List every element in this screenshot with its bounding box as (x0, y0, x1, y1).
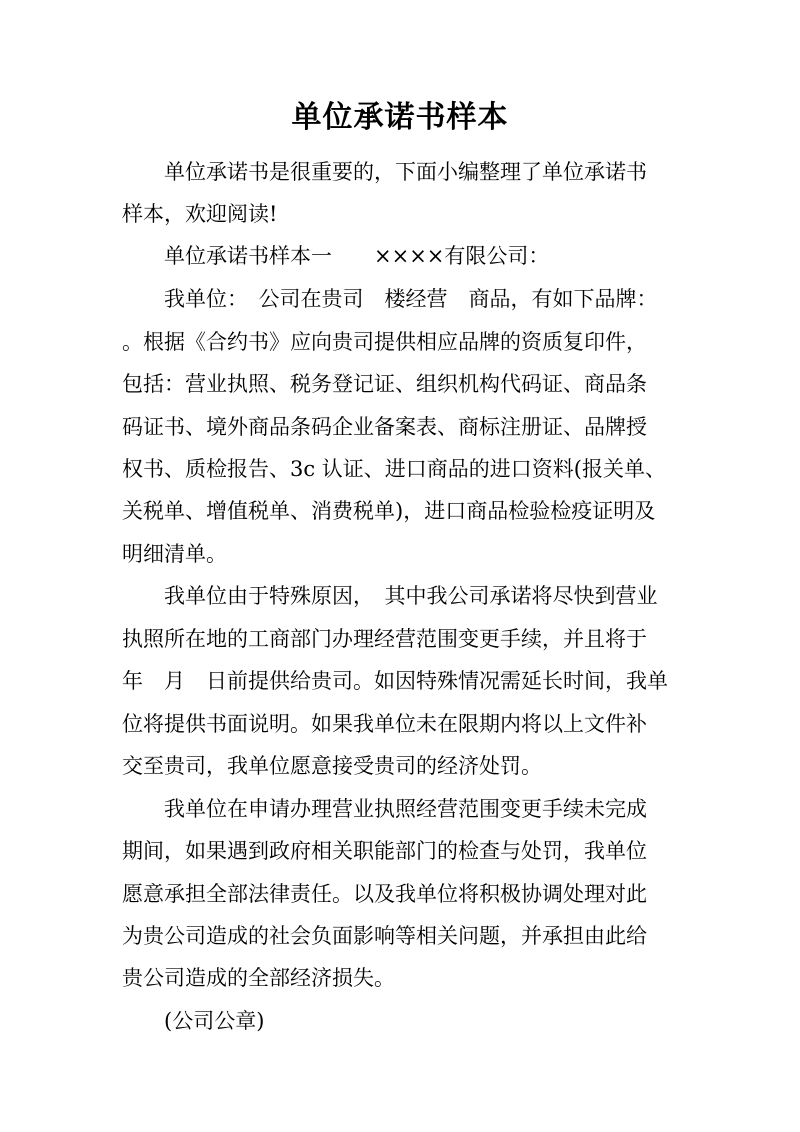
paragraph-line: 单位承诺书样本一 ××××有限公司： (164, 244, 550, 268)
paragraph-line: 交至贵司，我单位愿意接受贵司的经济处罚。 (122, 754, 542, 778)
paragraph-line: 包括：营业执照、税务登记证、组织机构代码证、商品条 (122, 372, 647, 396)
paragraph-line: 我单位在申请办理营业执照经营范围变更手续未完成 (164, 797, 647, 821)
company-seal-line: (公司公章) (164, 1009, 265, 1033)
paragraph-line: 我单位： 公司在贵司 楼经营 商品，有如下品牌： (164, 287, 658, 311)
paragraph-line: 码证书、境外商品条码企业备案表、商标注册证、品牌授 (122, 415, 647, 439)
paragraph-line: 贵公司造成的全部经济损失。 (122, 966, 395, 990)
paragraph-line: 年 月 日前提供给贵司。如因特殊情况需延长时间，我单 (122, 669, 668, 693)
paragraph-line: 样本，欢迎阅读! (122, 202, 278, 226)
paragraph-line: 执照所在地的工商部门办理经营范围变更手续，并且将于 (122, 627, 647, 651)
paragraph-line: 。根据《合约书》应向贵司提供相应品牌的资质复印件， (122, 330, 647, 354)
paragraph-line: 位将提供书面说明。如果我单位未在限期内将以上文件补 (122, 712, 647, 736)
paragraph-line: 关税单、增值税单、消费税单)，进口商品检验检疫证明及 (122, 499, 656, 523)
paragraph-line: 为贵公司造成的社会负面影响等相关问题，并承担由此给 (122, 924, 647, 948)
paragraph-line: 期间，如果遇到政府相关职能部门的检查与处罚，我单位 (122, 839, 647, 863)
document-title: 单位承诺书样本 (291, 100, 509, 135)
paragraph-line: 明细清单。 (122, 542, 227, 566)
paragraph-line: 单位承诺书是很重要的，下面小编整理了单位承诺书 (164, 160, 647, 184)
paragraph-line: 权书、质检报告、3c 认证、进口商品的进口资料(报关单、 (122, 457, 666, 481)
paragraph-line: 愿意承担全部法律责任。以及我单位将积极协调处理对此 (122, 882, 647, 906)
paragraph-line: 我单位由于特殊原因， 其中我公司承诺将尽快到营业 (164, 584, 658, 608)
